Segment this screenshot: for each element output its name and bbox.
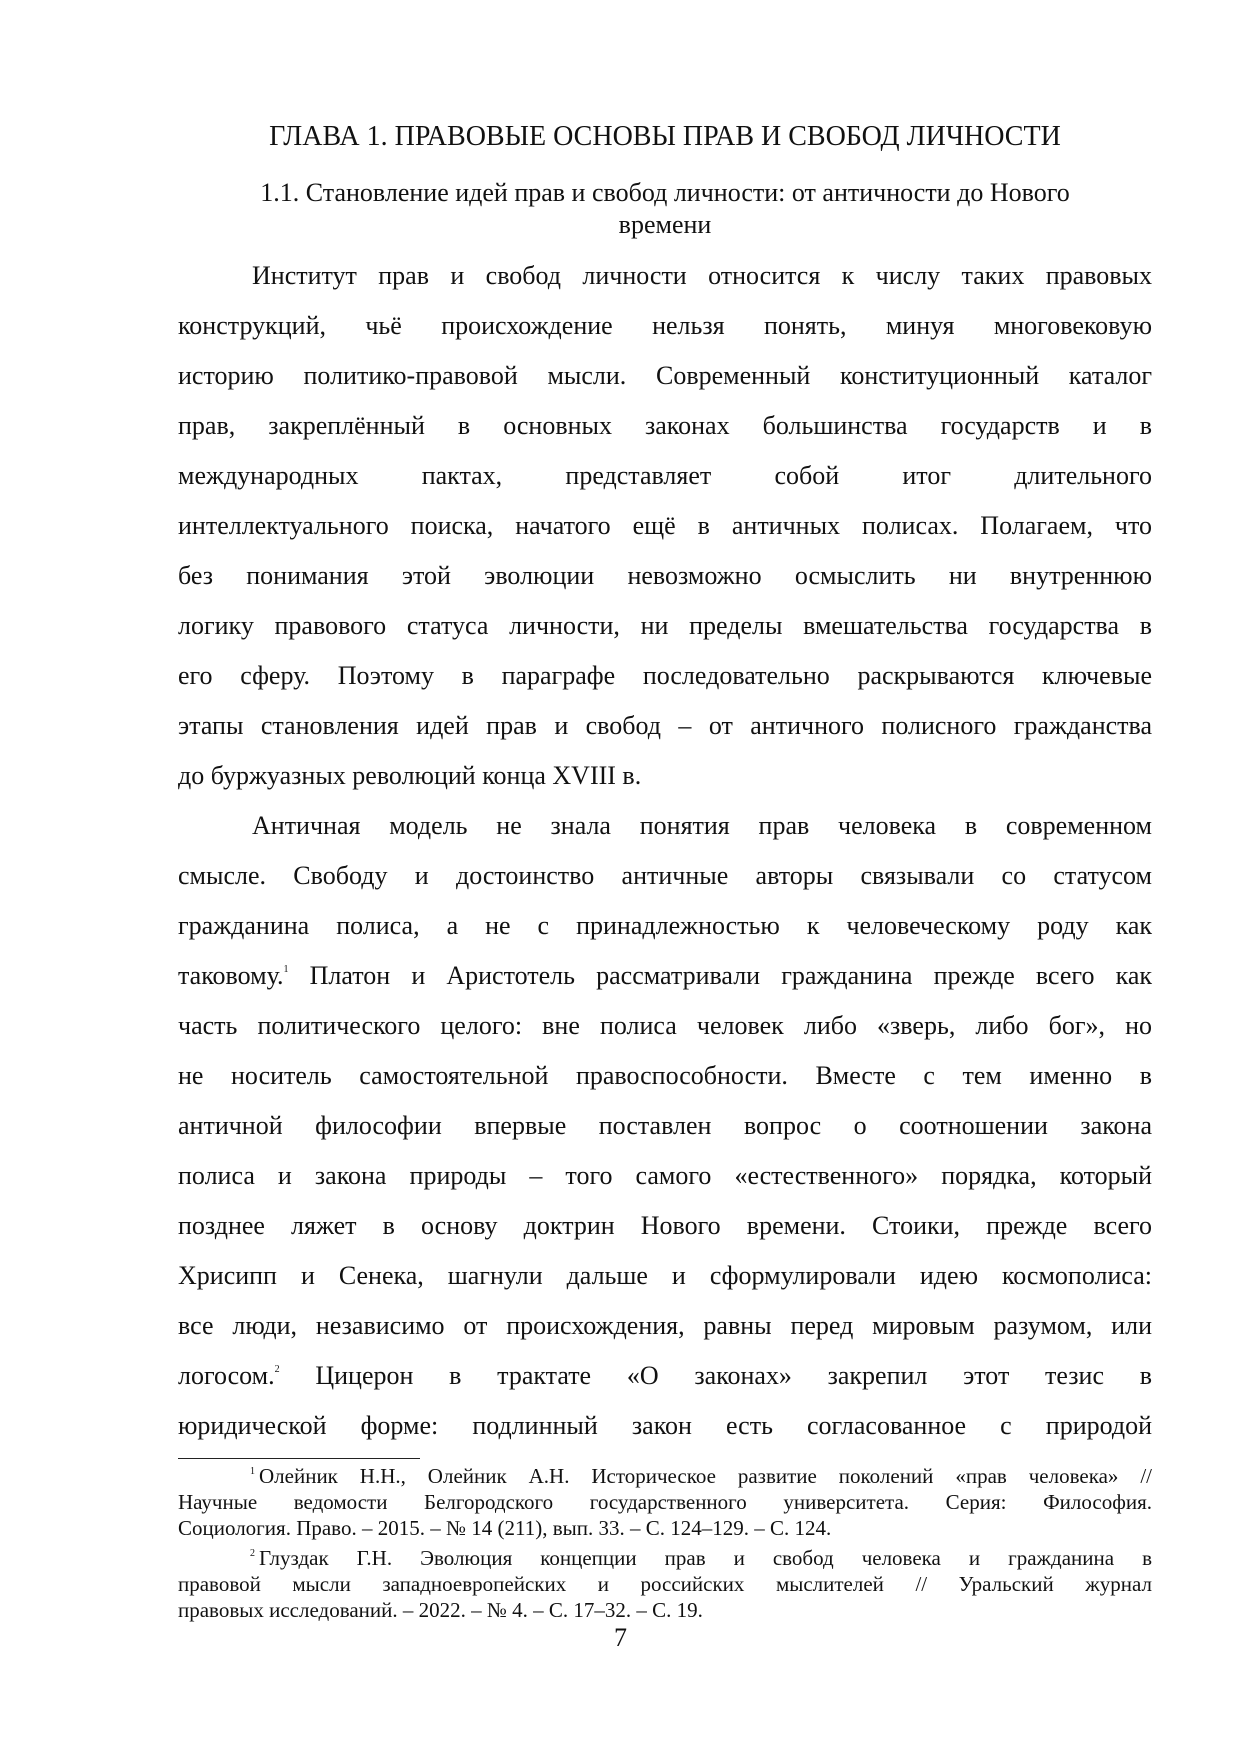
text-line: прав, закреплённый в основных законах большинства государств и в bbox=[178, 411, 1152, 440]
text-line: его сферу. Поэтому в параграфе последовательно раскрываются ключевые bbox=[178, 661, 1152, 690]
text-line: историю политико-правовой мысли. Современный конституционный каталог bbox=[178, 361, 1152, 390]
text-line: до буржуазных революций конца XVIII в. bbox=[178, 761, 642, 790]
footnote-text: Олейник Н.Н., Олейник А.Н. Историческое развитие поколений «прав человека» // bbox=[259, 1464, 1152, 1488]
footnote-mark: 2 bbox=[250, 1548, 255, 1559]
footnote-line: Социология. Право. – 2015. – № 14 (211), вып. 33. – С. 124–129. – С. 124. bbox=[178, 1516, 832, 1540]
text-line: юридической форме: подлинный закон есть согласованное с природой bbox=[178, 1411, 1152, 1440]
footnote-line: Научные ведомости Белгородского государственного университета. Серия: Философия. bbox=[178, 1490, 1152, 1514]
text-line: конструкций, чьё происхождение нельзя понять, минуя многовековую bbox=[178, 311, 1152, 340]
footnote-separator bbox=[178, 1458, 420, 1459]
chapter-title: ГЛАВА 1. ПРАВОВЫЕ ОСНОВЫ ПРАВ И СВОБОД ЛИЧНОСТИ bbox=[269, 121, 1061, 152]
text-segment: логосом. bbox=[178, 1361, 275, 1390]
text-line: международных пактах, представляет собой итог длительного bbox=[178, 461, 1152, 490]
text-line: Хрисипп и Сенека, шагнули дальше и сформулировали идею космополиса: bbox=[178, 1261, 1152, 1290]
footnote-line: правовых исследований. – 2022. – № 4. – С. 17–32. – С. 19. bbox=[178, 1598, 703, 1622]
text-line: Институт прав и свобод личности относится к числу таких правовых bbox=[252, 261, 1152, 290]
text-segment: таковому. bbox=[178, 961, 284, 990]
footnote-text: Глуздак Г.Н. Эволюция концепции прав и свобод человека и гражданина в bbox=[259, 1546, 1152, 1570]
text-line bbox=[178, 1359, 1152, 1393]
text-line: позднее ляжет в основу доктрин Нового времени. Стоики, прежде всего bbox=[178, 1211, 1152, 1240]
text-line: смысле. Свободу и достоинство античные авторы связывали со статусом bbox=[178, 861, 1152, 890]
text-line: античной философии впервые поставлен вопрос о соотношении закона bbox=[178, 1111, 1152, 1140]
text-line: гражданина полиса, а не с принадлежностью к человеческому роду как bbox=[178, 911, 1152, 940]
text-line: логику правового статуса личности, ни пределы вмешательства государства в bbox=[178, 611, 1152, 640]
section-title-line: времени bbox=[618, 210, 712, 239]
text-line: полиса и закона природы – того самого «естественного» порядка, который bbox=[178, 1161, 1152, 1190]
text-line: без понимания этой эволюции невозможно осмыслить ни внутреннюю bbox=[178, 561, 1152, 590]
footnote-reference[interactable]: 2 bbox=[274, 1364, 280, 1375]
section-title bbox=[180, 177, 1150, 241]
section-title-line: 1.1. Становление идей прав и свобод личности: от античности до Нового bbox=[260, 178, 1070, 207]
text-line: не носитель самостоятельной правоспособности. Вместе с тем именно в bbox=[178, 1061, 1152, 1090]
text-line: часть политического целого: вне полиса человек либо «зверь, либо бог», но bbox=[178, 1011, 1152, 1040]
text-segment: Платон и Аристотель рассматривали гражданина прежде всего как bbox=[288, 961, 1152, 990]
page-number: 7 bbox=[614, 1623, 627, 1652]
footnote-line bbox=[250, 1545, 1152, 1571]
text-line: этапы становления идей прав и свобод – от античного полисного гражданства bbox=[178, 711, 1152, 740]
footnote-reference[interactable]: 1 bbox=[283, 964, 289, 975]
text-line bbox=[178, 959, 1152, 993]
footnote-mark: 1 bbox=[250, 1466, 255, 1477]
footnote-line bbox=[250, 1463, 1152, 1489]
footnote-line: правовой мысли западноевропейских и российских мыслителей // Уральский журнал bbox=[178, 1572, 1152, 1596]
text-line: интеллектуального поиска, начатого ещё в античных полисах. Полагаем, что bbox=[178, 511, 1152, 540]
text-line: все люди, независимо от происхождения, равны перед мировым разумом, или bbox=[178, 1311, 1152, 1340]
text-line: Античная модель не знала понятия прав человека в современном bbox=[252, 811, 1152, 840]
text-segment: Цицерон в трактате «О законах» закрепил этот тезис в bbox=[279, 1361, 1152, 1390]
